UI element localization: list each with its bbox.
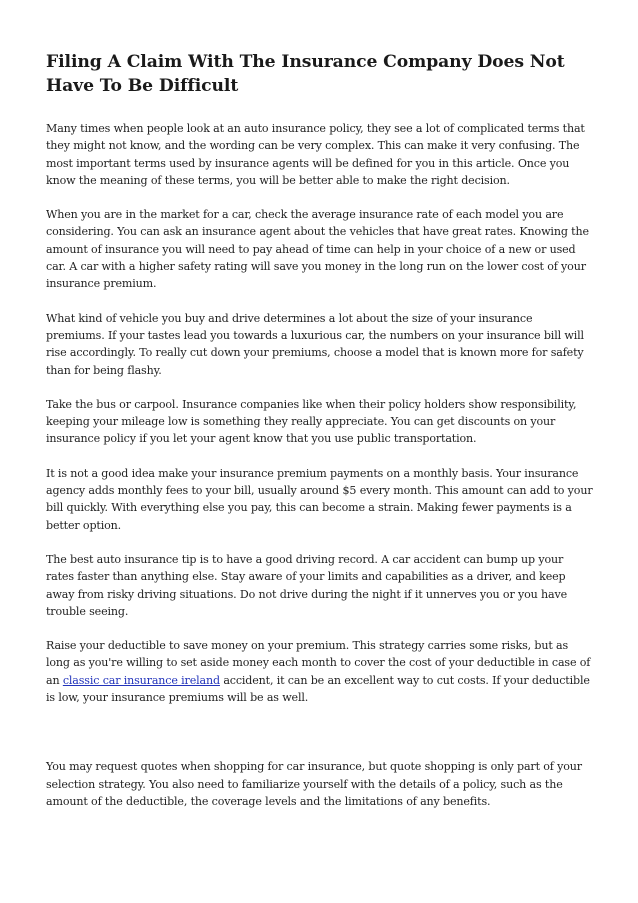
paragraph-quotes: You may request quotes when shopping for car insurance, but quote shopping is only part of your selection strategy. You also need to familiarize yourself with the details of a policy, such as the amount of the deductible, the coverage levels and the limitations of any benefits.: [46, 760, 582, 808]
paragraph-deductible: [46, 637, 594, 706]
paragraph-carpool: Take the bus or carpool. Insurance companies like when their policy holders show responsibility, keeping your mileage low is something they really appreciate. You can get discounts on your insurance policy if you let your agent know that you use public transportation.: [46, 397, 577, 446]
paragraph-driving-record: The best auto insurance tip is to have a good driving record. A car accident can bump up your rates faster than anything else. Stay aware of your limits and capabilities as a driver, and keep away from risky driving situations. Do not drive during the night if it unnerves you or you have trouble seeing.: [46, 552, 567, 618]
document-page: [46, 50, 594, 827]
deductible-text-before-link: Raise your deductible to save money on your premium. This strategy carries some risks, but as long as you're willing to set aside money each month to cover the cost of your deductible in case of an: [46, 639, 591, 687]
article-title: Filing A Claim With The Insurance Company Does Not Have To Be Difficult: [46, 52, 565, 96]
classic-car-insurance-link[interactable]: classic car insurance ireland: [62, 673, 220, 687]
deductible-text-after-link: accident, it can be an excellent way to cut costs. If your deductible is low, your insurance premiums will be as well.: [46, 673, 590, 705]
paragraph-monthly-payments: It is not a good idea make your insurance premium payments on a monthly basis. Your insurance agency adds monthly fees to your bill, usually around $5 every month. This amount can add to your bill quickly. With everything else you pay, this can become a strain. Making fewer payments is a better option.: [46, 466, 593, 532]
paragraph-market: When you are in the market for a car, check the average insurance rate of each model you are considering. You can ask an insurance agent about the vehicles that have great rates. Knowing the amount of insurance you will need to pay ahead of time can help in your choice of a new or used car. A car with a higher safety rating will save you money in the long run on the lower cost of your insurance premium.: [46, 208, 589, 291]
paragraph-intro: Many times when people look at an auto insurance policy, they see a lot of complicated terms that they might not know, and the wording can be very complex. This can make it very confusing. The most important terms used by insurance agents will be defined for you in this article. Once you know the meaning of these terms, you will be better able to make the right decision.: [46, 122, 585, 187]
paragraph-vehicle-kind: What kind of vehicle you buy and drive determines a lot about the size of your insurance premiums. If your tastes lead you towards a luxurious car, the numbers on your insurance bill will rise accordingly. To really cut down your premiums, choose a model that is known more for safety than for being flashy.: [46, 311, 584, 377]
